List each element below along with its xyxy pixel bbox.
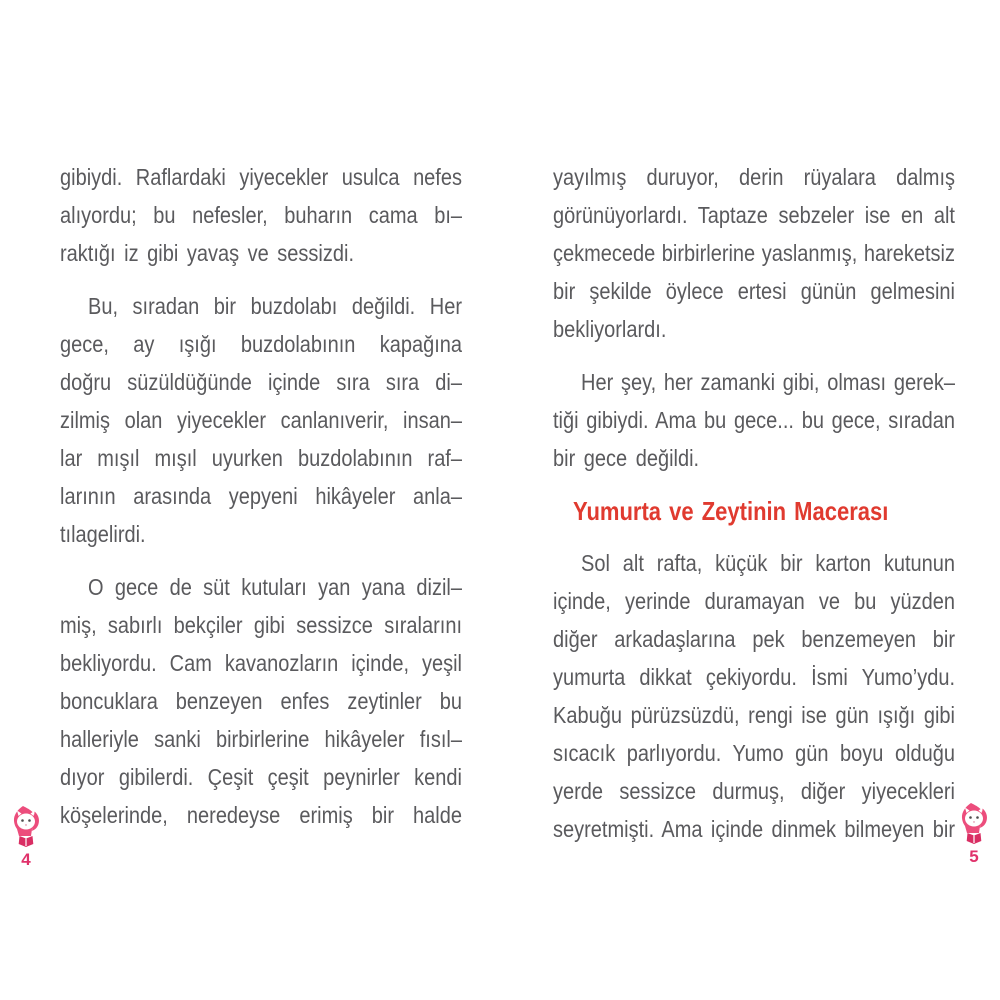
text-line: zilmiş olan yiyecekler canlanıverir, insan– (60, 408, 462, 434)
text-line: yumurta dikkat çekiyordu. İsmi Yumo’ydu. (553, 665, 955, 691)
text-line: yerde sessizce durmuş, diğer yiyecekleri (553, 779, 955, 805)
page-number-right: 5 (969, 847, 979, 866)
text-line: gece, ay ışığı buzdolabının kapağına (60, 332, 462, 358)
page-marker-right (957, 802, 991, 866)
text-line: yayılmış duruyor, derin rüyalara dalmış (553, 165, 955, 191)
text-line: bir şekilde öylece ertesi günün gelmesini (553, 279, 955, 305)
text-line: gibiydi. Raflardaki yiyecekler usulca nefes (60, 165, 462, 191)
text-line: miş, sabırlı bekçiler gibi sessizce sıralarını (60, 613, 462, 639)
paragraph (60, 159, 462, 273)
text-line: larının arasında yepyeni hikâyeler anla– (60, 484, 462, 510)
flame-cat-mascot-icon (958, 802, 990, 848)
text-line: Kabuğu pürüzsüzdü, rengi ise gün ışığı gibi (553, 703, 955, 729)
page-left (60, 0, 462, 1000)
page-number-left: 4 (21, 850, 31, 869)
text-line: görünüyorlardı. Taptaze sebzeler ise en alt (553, 203, 955, 229)
text-line: boncuklara benzeyen enfes zeytinler bu (60, 689, 462, 715)
heading-line: Yumurta ve Zeytinin Macerası (573, 496, 889, 526)
text-line: sıcacık parlıyordu. Yumo gün boyu olduğu (553, 741, 955, 767)
text-line: lar mışıl mışıl uyurken buzdolabının raf– (60, 446, 462, 472)
page-right-text (553, 159, 955, 864)
text-line: Sol alt rafta, küçük bir karton kutunun (581, 551, 955, 577)
page-left-text (60, 159, 462, 850)
page-marker-left (9, 805, 43, 869)
text-line: bir gece değildi. (553, 446, 700, 472)
paragraph (553, 545, 955, 849)
text-line: tılagelirdi. (60, 522, 146, 548)
text-line: doğru süzüldüğünde içinde sıra sıra di– (60, 370, 462, 396)
page-right (553, 0, 955, 1000)
paragraph (553, 364, 955, 478)
paragraph (553, 159, 955, 349)
text-line: diğer arkadaşlarına pek benzemeyen bir (553, 627, 955, 653)
text-line: tiği gibiydi. Ama bu gece... bu gece, sıradan (553, 408, 955, 434)
text-line: O gece de süt kutuları yan yana dizil– (88, 575, 462, 601)
text-line: Bu, sıradan bir buzdolabı değildi. Her (88, 294, 462, 320)
text-line: bekliyorlardı. (553, 317, 667, 343)
flame-cat-mascot-icon (10, 805, 42, 851)
text-line: içinde, yerinde duramayan ve bu yüzden (553, 589, 955, 615)
text-line: raktığı iz gibi yavaş ve sessizdi. (60, 241, 354, 267)
paragraph (60, 569, 462, 835)
text-line: bekliyordu. Cam kavanozların içinde, yeşil (60, 651, 462, 677)
text-line: seyretmişti. Ama içinde dinmek bilmeyen bir (553, 817, 955, 843)
text-line: Her şey, her zamanki gibi, olması gerek– (581, 370, 955, 396)
section-heading (553, 493, 955, 531)
text-line: çekmecede birbirlerine yaslanmış, hareketsiz (553, 241, 955, 267)
text-line: alıyordu; bu nefesler, buharın cama bı– (60, 203, 462, 229)
paragraph (60, 288, 462, 554)
text-line: köşelerinde, neredeyse erimiş bir halde (60, 803, 462, 829)
text-line: halleriyle sanki birbirlerine hikâyeler fısıl– (60, 727, 462, 753)
text-line: dıyor gibilerdi. Çeşit çeşit peynirler kendi (60, 765, 462, 791)
